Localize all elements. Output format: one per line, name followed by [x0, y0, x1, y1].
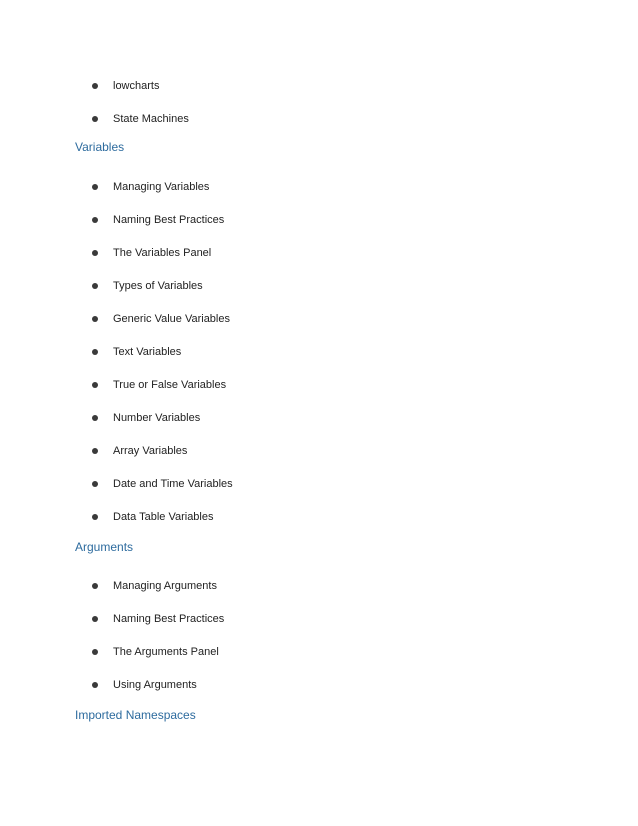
- section-heading-variables: Variables: [75, 140, 125, 154]
- bullet-icon: [92, 514, 98, 520]
- list-item-text: The Variables Panel: [113, 247, 212, 259]
- list-item-text: Text Variables: [113, 346, 182, 358]
- list-item: [92, 78, 159, 94]
- bullet-icon: [92, 349, 98, 355]
- list-item-text: Number Variables: [113, 412, 201, 424]
- list-item: [92, 344, 181, 360]
- list-item-text: Date and Time Variables: [113, 478, 233, 490]
- bullet-icon: [92, 415, 98, 421]
- bullet-icon: [92, 184, 98, 190]
- bullet-icon: [92, 217, 98, 223]
- list-item-text: Naming Best Practices: [113, 214, 225, 226]
- list-item: [92, 212, 224, 228]
- bullet-icon: [92, 382, 98, 388]
- list-item: [92, 410, 200, 426]
- list-item: [92, 377, 226, 393]
- list-item: [92, 677, 197, 693]
- list-item: [92, 611, 224, 627]
- list-item-text: Types of Variables: [113, 280, 203, 292]
- list-item: [92, 476, 233, 492]
- bullet-icon: [92, 616, 98, 622]
- list-item-text: The Arguments Panel: [113, 646, 219, 658]
- bullet-icon: [92, 649, 98, 655]
- list-item-text: Generic Value Variables: [113, 313, 230, 325]
- bullet-icon: [92, 448, 98, 454]
- list-item-text: Managing Arguments: [113, 580, 217, 592]
- list-item: [92, 644, 219, 660]
- bullet-icon: [92, 83, 98, 89]
- section-heading-imported-namespaces: Imported Namespaces: [75, 708, 196, 722]
- bullet-icon: [92, 250, 98, 256]
- list-item: [92, 278, 203, 294]
- list-item-text: lowcharts: [113, 80, 160, 92]
- list-item-text: Data Table Variables: [113, 511, 214, 523]
- list-item-text: True or False Variables: [113, 379, 227, 391]
- list-item: [92, 578, 217, 594]
- list-item-text: Naming Best Practices: [113, 613, 225, 625]
- bullet-icon: [92, 116, 98, 122]
- bullet-icon: [92, 682, 98, 688]
- bullet-icon: [92, 583, 98, 589]
- list-item: [92, 245, 211, 261]
- list-item-text: Using Arguments: [113, 679, 197, 691]
- section-heading-arguments: Arguments: [75, 540, 134, 554]
- list-item-text: State Machines: [113, 113, 189, 125]
- bullet-icon: [92, 283, 98, 289]
- list-item: [92, 311, 230, 327]
- bullet-icon: [92, 481, 98, 487]
- list-item-text: Array Variables: [113, 445, 188, 457]
- bullet-icon: [92, 316, 98, 322]
- list-item: [92, 179, 209, 195]
- list-item: [92, 443, 187, 459]
- list-item: [92, 111, 189, 127]
- list-item: [92, 509, 214, 525]
- list-item-text: Managing Variables: [113, 181, 210, 193]
